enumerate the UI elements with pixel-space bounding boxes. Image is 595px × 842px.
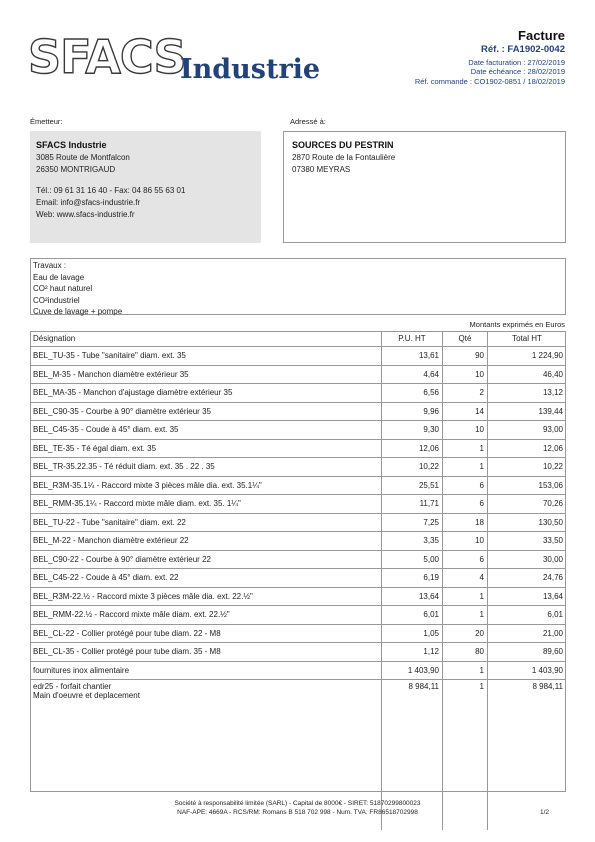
- table-row: [30, 439, 566, 458]
- cell-unit-price: 13,61: [382, 347, 443, 366]
- table-row: [30, 421, 566, 440]
- cell-total: 8 984,11: [532, 682, 563, 691]
- cell-quantity: 1: [443, 606, 488, 625]
- cell-designation: fournitures inox alimentaire: [30, 661, 382, 680]
- cell-designation: BEL_R3M-22.½ - Raccord mixte 3 pièces mâle dia. ext. 22.½": [30, 587, 382, 606]
- cell-quantity: 10: [443, 421, 488, 440]
- cell-total: 139,44: [488, 402, 567, 421]
- cell-total: 24,76: [488, 569, 567, 588]
- cell-quantity: 1: [443, 587, 488, 606]
- cell-total: 1 224,90: [488, 347, 567, 366]
- work-description-line: Eau de lavage: [33, 272, 85, 282]
- cell-total: 130,50: [488, 513, 567, 532]
- table-row: [30, 643, 566, 662]
- cell-quantity: 4: [443, 569, 488, 588]
- work-description-line: CO²industriel: [33, 295, 80, 305]
- cell-total: 6,01: [488, 606, 567, 625]
- currency-note: Montants exprimés en Euros: [469, 320, 565, 329]
- issuer-box: [30, 131, 261, 243]
- invoice-items-table: [30, 331, 566, 830]
- cell-quantity: 18: [443, 513, 488, 532]
- cell-quantity: 1: [443, 680, 488, 831]
- issuer-website: Web: www.sfacs-industrie.fr: [36, 210, 135, 219]
- cell-unit-price: 11,71: [382, 495, 443, 514]
- table-row: [30, 458, 566, 477]
- order-reference: Réf. commande : CO1902-0851 / 18/02/2019: [414, 77, 565, 86]
- service-line1: edr25 - forfait chantier: [33, 682, 112, 691]
- cell-designation: BEL_TU-22 - Tube "sanitaire" diam. ext. 22: [30, 513, 382, 532]
- recipient-address-line1: 2870 Route de la Fontaulière: [292, 153, 396, 162]
- table-row: [30, 587, 566, 606]
- cell-designation: BEL_CL-35 - Collier protégé pour tube diam. 35 - M8: [30, 643, 382, 662]
- table-row: [30, 606, 566, 625]
- cell-quantity: 6: [443, 495, 488, 514]
- cell-quantity: 6: [443, 550, 488, 569]
- cell-unit-price: 8 984,11: [382, 680, 443, 831]
- cell-designation: BEL_C90-22 - Courbe à 90° diamètre extérieur 22: [30, 550, 382, 569]
- cell-unit-price: 1,05: [382, 624, 443, 643]
- cell-unit-price: 6,19: [382, 569, 443, 588]
- cell-total: 10,22: [488, 458, 567, 477]
- table-row: [30, 495, 566, 514]
- invoice-reference: Réf. : FA1902-0042: [481, 44, 565, 55]
- cell-designation: [30, 680, 382, 831]
- table-row: [30, 550, 566, 569]
- cell-designation: BEL_C90-35 - Courbe à 90° diamètre extérieur 35: [30, 402, 382, 421]
- service-line2: Main d'oeuvre et deplacement: [33, 691, 140, 700]
- cell-quantity: 20: [443, 624, 488, 643]
- table-row: [30, 476, 566, 495]
- due-date: Date échéance : 28/02/2019: [470, 67, 565, 76]
- cell-unit-price: 6,56: [382, 384, 443, 403]
- table-row: [30, 347, 566, 366]
- table-header-row: [30, 331, 566, 347]
- table-row: [30, 624, 566, 643]
- cell-total: 93,00: [488, 421, 567, 440]
- cell-unit-price: 7,25: [382, 513, 443, 532]
- table-row: [30, 680, 566, 831]
- cell-total: 30,00: [488, 550, 567, 569]
- cell-quantity: 6: [443, 476, 488, 495]
- cell-quantity: 80: [443, 643, 488, 662]
- cell-designation: BEL_TU-35 - Tube "sanitaire" diam. ext. 35: [30, 347, 382, 366]
- logo-brand: SFACS: [28, 30, 186, 84]
- cell-designation: BEL_MA-35 - Manchon d'ajustage diamètre extérieur 35: [30, 384, 382, 403]
- cell-unit-price: 10,22: [382, 458, 443, 477]
- work-description-box: [30, 258, 566, 315]
- table-row: [30, 513, 566, 532]
- work-description-line: Cuve de lavage + pompe: [33, 307, 123, 316]
- cell-designation: BEL_C45-35 - Coude à 45° diam. ext. 35: [30, 421, 382, 440]
- cell-unit-price: 12,06: [382, 439, 443, 458]
- work-description-line: CO² haut naturel: [33, 284, 93, 293]
- cell-unit-price: 1,12: [382, 643, 443, 662]
- col-header-unit-price: P.U. HT: [382, 331, 443, 347]
- col-header-total: Total HT: [488, 331, 567, 347]
- cell-unit-price: 5,00: [382, 550, 443, 569]
- table-row: [30, 365, 566, 384]
- cell-designation: BEL_TR-35.22.35 - Té réduit diam. ext. 35 . 22 . 35: [30, 458, 382, 477]
- issuer-phone: Tél.: 09 61 31 16 40 - Fax: 04 86 55 63 01: [36, 186, 186, 195]
- cell-unit-price: 6,01: [382, 606, 443, 625]
- cell-unit-price: 25,51: [382, 476, 443, 495]
- table-row: [30, 402, 566, 421]
- logo-suffix: Industrie: [180, 54, 321, 85]
- issuer-label: Émetteur:: [30, 117, 63, 126]
- issuer-email: Email: info@sfacs-industrie.fr: [36, 198, 141, 207]
- cell-quantity: 10: [443, 532, 488, 551]
- cell-quantity: 1: [443, 458, 488, 477]
- col-header-quantity: Qté: [443, 331, 488, 347]
- company-logo: [28, 30, 321, 92]
- recipient-address-line2: 07380 MEYRAS: [292, 165, 351, 174]
- cell-unit-price: 13,64: [382, 587, 443, 606]
- cell-designation: BEL_C45-22 - Coude à 45° diam. ext. 22: [30, 569, 382, 588]
- invoice-date: Date facturation : 27/02/2019: [468, 58, 565, 67]
- work-description-line: Travaux :: [33, 261, 67, 270]
- cell-total: 12,06: [488, 439, 567, 458]
- document-title: Facture: [518, 28, 565, 43]
- cell-quantity: 10: [443, 365, 488, 384]
- page-number: 1/2: [539, 809, 549, 816]
- footer-legal-line2: NAF-APE: 4669A - RCS/RM: Romans B 518 702 998 - Num. TVA: FR86518702998: [177, 809, 418, 816]
- cell-designation: BEL_TE-35 - Té égal diam. ext. 35: [30, 439, 382, 458]
- cell-total: 13,64: [488, 587, 567, 606]
- recipient-label: Adressé à:: [290, 117, 326, 126]
- cell-designation: BEL_R3M-35.1¼ - Raccord mixte 3 pièces mâle dia. ext. 35.1¼": [30, 476, 382, 495]
- cell-total: 13,12: [488, 384, 567, 403]
- cell-quantity: 90: [443, 347, 488, 366]
- cell-total: 70,26: [488, 495, 567, 514]
- cell-total: 89,60: [488, 643, 567, 662]
- cell-designation: BEL_RMM-22.½ - Raccord mixte mâle diam. ext. 22.½": [30, 606, 382, 625]
- col-header-designation: Désignation: [30, 331, 382, 347]
- cell-quantity: 14: [443, 402, 488, 421]
- cell-unit-price: 4,64: [382, 365, 443, 384]
- cell-designation: BEL_M-35 - Manchon diamètre extérieur 35: [30, 365, 382, 384]
- cell-unit-price: 9,30: [382, 421, 443, 440]
- table-row: [30, 532, 566, 551]
- cell-designation: BEL_RMM-35.1¼ - Raccord mixte mâle diam. ext. 35. 1¼": [30, 495, 382, 514]
- cell-designation: BEL_CL-22 - Collier protégé pour tube diam. 22 - M8: [30, 624, 382, 643]
- cell-quantity: 1: [443, 439, 488, 458]
- table-row: [30, 384, 566, 403]
- cell-quantity: 1: [443, 661, 488, 680]
- footer-legal-line1: Société à responsabilité limitée (SARL) - Capital de 8000€ - SIRET: 51870299800023: [174, 800, 421, 807]
- recipient-name: SOURCES DU PESTRIN: [292, 140, 394, 150]
- cell-designation: BEL_M-22 - Manchon diamètre extérieur 22: [30, 532, 382, 551]
- issuer-address-line2: 26350 MONTRIGAUD: [36, 165, 116, 174]
- cell-unit-price: 9,96: [382, 402, 443, 421]
- recipient-box: [283, 131, 566, 243]
- cell-quantity: 2: [443, 384, 488, 403]
- cell-total: 21,00: [488, 624, 567, 643]
- cell-total: 1 403,90: [488, 661, 567, 680]
- cell-unit-price: 3,35: [382, 532, 443, 551]
- cell-total: 33,50: [488, 532, 567, 551]
- table-row: [30, 661, 566, 680]
- issuer-name: SFACS Industrie: [36, 140, 107, 150]
- cell-total: 46,40: [488, 365, 567, 384]
- cell-unit-price: 1 403,90: [382, 661, 443, 680]
- cell-total: 153,06: [488, 476, 567, 495]
- table-row: [30, 569, 566, 588]
- issuer-address-line1: 3085 Route de Montfalcon: [36, 153, 130, 162]
